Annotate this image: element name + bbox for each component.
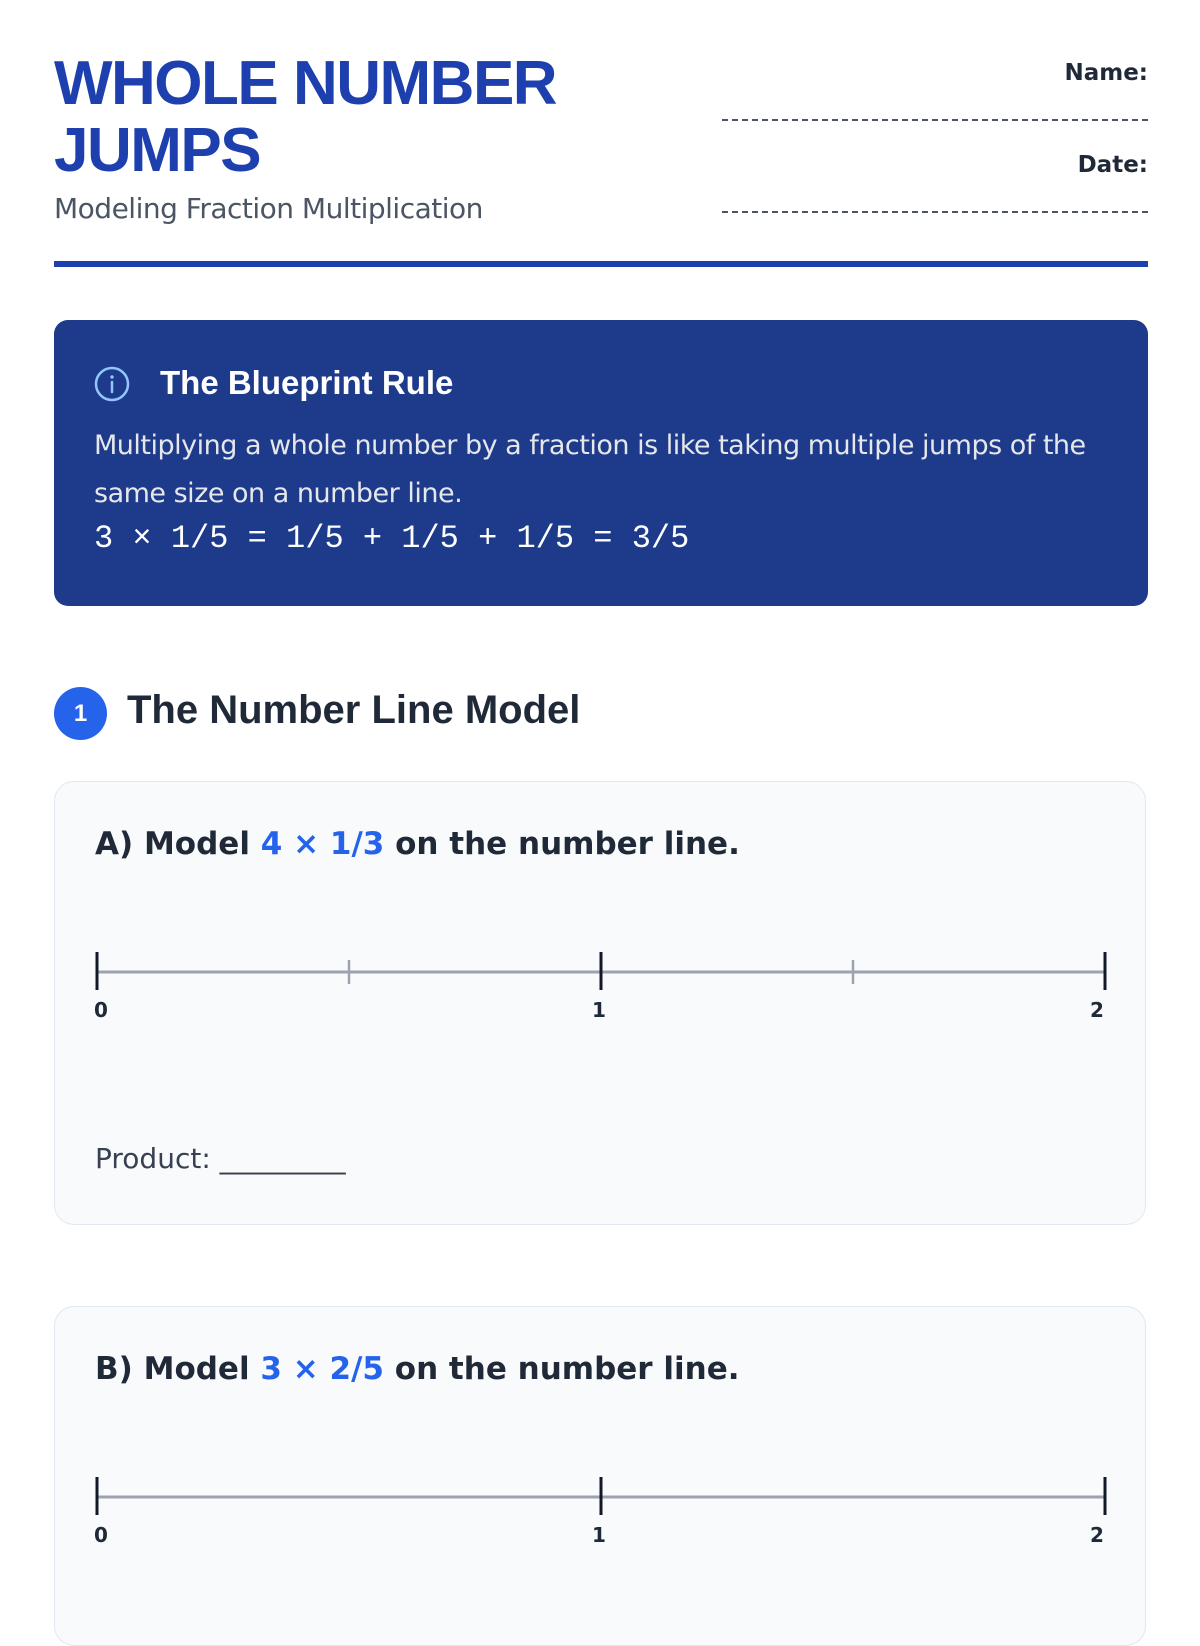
- tick-label: 0: [94, 1523, 108, 1547]
- prompt-prefix: B) Model: [95, 1351, 261, 1387]
- page-subtitle: Modeling Fraction Multiplication: [54, 192, 483, 225]
- problem-card-b: [54, 1306, 1146, 1646]
- tick-label: 0: [94, 998, 108, 1022]
- prompt-fraction: 1/3: [329, 826, 385, 862]
- problem-a-prompt: [95, 826, 740, 862]
- info-icon: [94, 366, 130, 402]
- header-divider: [54, 261, 1148, 267]
- rule-text: Multiplying a whole number by a fraction is like taking multiple jumps of the same size on a number line.: [94, 430, 1086, 509]
- rule-equation: 3 × 1/5 = 1/5 + 1/5 + 1/5 = 3/5: [94, 520, 690, 557]
- section-number-badge: 1: [54, 687, 107, 740]
- problem-b-prompt: [95, 1351, 740, 1387]
- prompt-suffix: on the number line.: [384, 826, 740, 862]
- tick-label: 2: [1090, 998, 1104, 1022]
- prompt-suffix: on the number line.: [383, 1351, 740, 1387]
- name-field[interactable]: [722, 119, 1148, 121]
- page-title: WHOLE NUMBER JUMPS: [54, 49, 557, 185]
- problem-card-a: [54, 781, 1146, 1225]
- date-field[interactable]: [722, 211, 1148, 213]
- prompt-whole-number: 4: [260, 826, 283, 862]
- tick-label: 1: [592, 1523, 606, 1547]
- prompt-times: ×: [281, 1351, 330, 1387]
- blueprint-rule-box: [54, 320, 1148, 606]
- product-answer-field[interactable]: Product: _________: [95, 1142, 346, 1175]
- worksheet-header: [54, 50, 1148, 268]
- section-title: The Number Line Model: [127, 688, 581, 732]
- name-label: Name:: [1064, 60, 1148, 86]
- prompt-whole-number: 3: [260, 1351, 282, 1387]
- rule-title: The Blueprint Rule: [160, 364, 454, 401]
- tick-label: 2: [1090, 1523, 1104, 1547]
- prompt-prefix: A) Model: [95, 826, 261, 862]
- number-line-a[interactable]: [55, 952, 1147, 1042]
- number-line-b[interactable]: [55, 1477, 1147, 1567]
- tick-label: 1: [592, 998, 606, 1022]
- prompt-times: ×: [282, 826, 330, 862]
- date-label: Date:: [1077, 152, 1148, 178]
- prompt-fraction: 2/5: [329, 1351, 384, 1387]
